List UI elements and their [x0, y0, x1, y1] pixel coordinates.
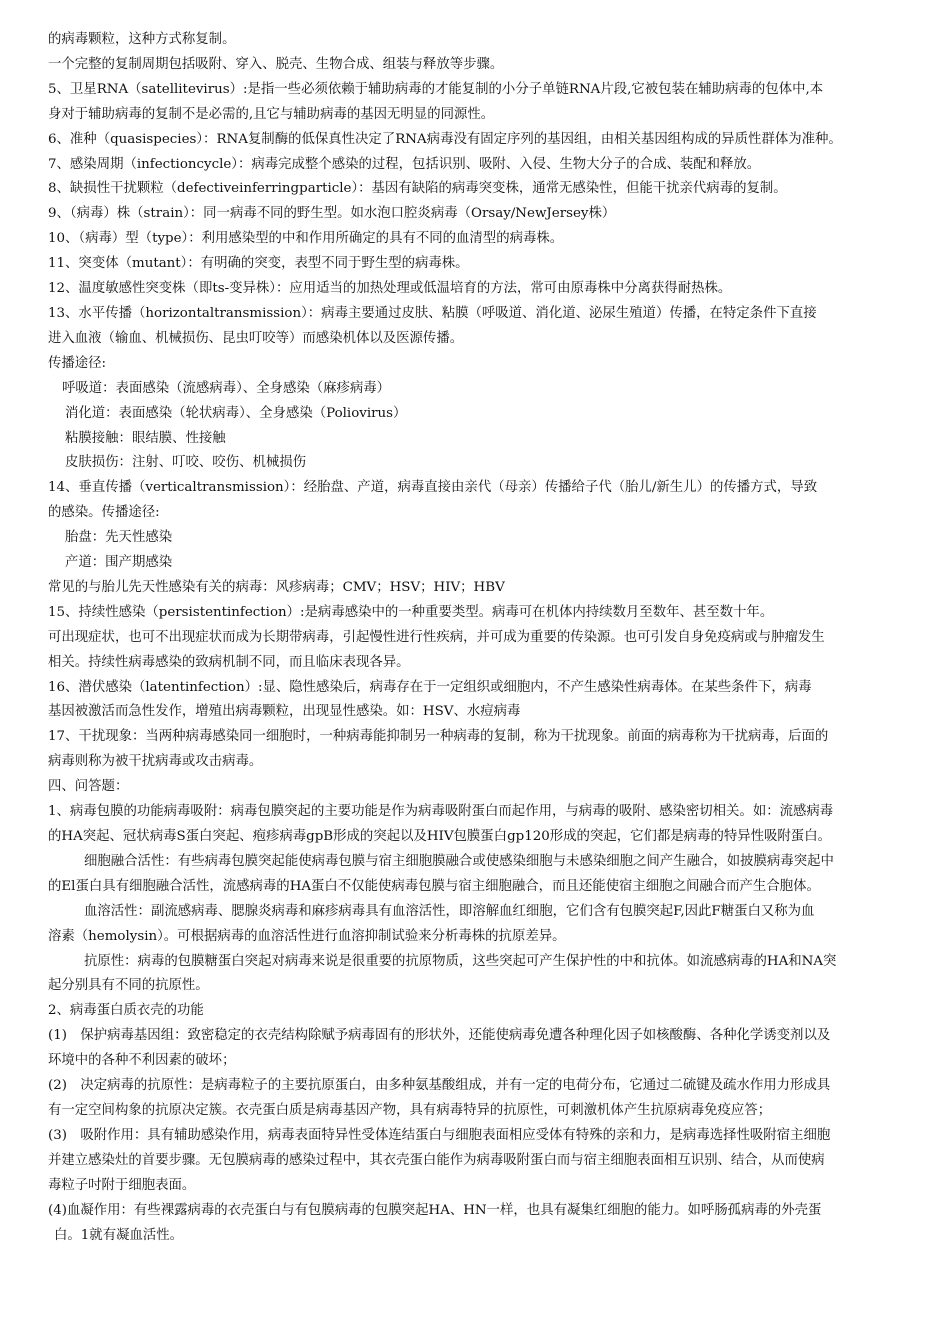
- text-line: 的El蛋白具有细胞融合活性，流感病毒的HA蛋白不仅能使病毒包膜与宿主细胞融合，而且还能使宿主细胞之间融合而产生合胞体。: [48, 878, 820, 894]
- text-line: 基因被激活而急性发作，增殖出病毒颗粒，出现显性感染。如：HSV、水痘病毒: [48, 704, 521, 720]
- text-line: 7、感染周期（infectioncycle）：病毒完成整个感染的过程，包括识别、吸附、入侵、生物大分子的合成、装配和释放。: [48, 156, 761, 172]
- text-line: 16、潜伏感染（latentinfection）:显、隐性感染后，病毒存在于一定组织或细胞内，不产生感染性病毒体。在某些条件下，病毒: [48, 679, 812, 695]
- text-line: 粘膜接触：眼结膜、性接触: [65, 430, 226, 446]
- text-line: 四、问答题：: [48, 779, 129, 795]
- text-line: 并建立感染灶的首要步骤。无包膜病毒的感染过程中，其衣壳蛋白能作为病毒吸附蛋白而与宿主细胞表面相互识别、结合，从而使病: [48, 1152, 825, 1168]
- text-line: 15、持续性感染（persistentinfection）:是病毒感染中的一种重要类型。病毒可在机体内持续数月至数年、甚至数十年。: [48, 604, 774, 620]
- text-line: 进入血液（输血、机械损伤、昆虫叮咬等）而感染机体以及医源传播。: [48, 330, 464, 346]
- text-line: 呼吸道：表面感染（流感病毒）、全身感染（麻疹病毒）: [62, 380, 391, 396]
- text-line: 毒粒子吋附于细胞表面。: [48, 1177, 196, 1193]
- text-line: 14、垂直传播（verticaltransmission）：经胎盘、产道，病毒直接由亲代（母亲）传播给子代（胎儿/新生儿）的传播方式，导致: [48, 480, 818, 496]
- text-line: 6、准种（quasispecies）：RNA复制酶的低保真性决定了RNA病毒没有固定序列的基因组，由相关基因组构成的异质性群体为准种。: [48, 131, 842, 147]
- text-line: 传播途径:: [48, 355, 107, 371]
- text-line: 胎盘：先天性感染: [65, 530, 173, 546]
- text-line: (2) 决定病毒的抗原性：是病毒粒子的主要抗原蛋白，由多种氨基酸组成，并有一定的电荷分布，它通过二硫键及疏水作用力形成具: [48, 1078, 831, 1094]
- text-line: 的感染。传播途径:: [48, 505, 160, 521]
- text-line: 身对于辅助病毒的复制不是必需的,且它与辅助病毒的基因无明显的同源性。: [48, 106, 495, 122]
- text-line: 的HA突起、冠状病毒S蛋白突起、疱疹病毒gpB形成的突起以及HIV包膜蛋白gp120形成的突起，它们都是病毒的特异性吸附蛋白。: [48, 829, 831, 844]
- text-line: 消化道：表面感染（轮状病毒）、全身感染（Poliovirus）: [65, 405, 407, 421]
- text-line: 17、干扰现象：当两种病毒感染同一细胞时，一种病毒能抑制另一种病毒的复制，称为干扰现象。前面的病毒称为干扰病毒，后面的: [48, 729, 829, 745]
- text-line: 的病毒颗粒，这种方式称复制。: [48, 32, 236, 47]
- text-line: (4)血凝作用：有些裸露病毒的衣壳蛋白与有包膜病毒的包膜突起HA、HN一样，也具有凝集红细胞的能力。如呼肠孤病毒的外壳蛋: [48, 1202, 822, 1218]
- text-line: 白。1就有凝血活性。: [54, 1227, 184, 1243]
- text-line: 12、温度敏感性突变株（即ts-变异株）：应用适当的加热处理或低温培育的方法，常可由原毒株中分离获得耐热株。: [48, 281, 732, 297]
- text-line: 皮肤损伤：注射、叮咬、咬伤、机械损伤: [65, 455, 307, 471]
- text-line: 起分别具有不同的抗原性。: [48, 978, 209, 994]
- text-line: 病毒则称为被干扰病毒或攻击病毒。: [48, 754, 263, 770]
- text-line: 2、病毒蛋白质衣壳的功能: [48, 1003, 204, 1019]
- text-line: 5、卫星RNA（satellitevirus）:是指一些必须依赖于辅助病毒的才能复制的小分子单链RNA片段,它被包装在辅助病毒的包体中,本: [48, 81, 824, 97]
- text-line: 8、缺损性干扰颗粒（defectiveinferringparticle）：基因有缺陷的病毒突变株，通常无感染性，但能干扰亲代病毒的复制。: [48, 181, 787, 197]
- text-line: 血溶活性：副流感病毒、腮腺炎病毒和麻疹病毒具有血溶活性，即溶解血红细胞，它们含有包膜突起F,因此F糖蛋白又称为血: [84, 903, 815, 919]
- text-line: 溶素（hemolysin）。可根据病毒的血溶活性进行血溶抑制试验来分析毒株的抗原差异。: [48, 928, 566, 944]
- text-line: (1) 保护病毒基因组：致密稳定的衣壳结构除赋予病毒固有的形状外，还能使病毒免遭各种理化因子如核酸酶、各种化学诱变剂以及: [48, 1028, 831, 1044]
- text-line: 一个完整的复制周期包括吸附、穿入、脱壳、生物合成、组装与释放等步骤。: [48, 56, 504, 72]
- text-line: 抗原性：病毒的包膜糖蛋白突起对病毒来说是很重要的抗原物质，这些突起可产生保护性的中和抗体。如流感病毒的HA和NA突: [84, 953, 837, 969]
- text-line: 产道：围产期感染: [65, 555, 173, 571]
- text-line: 13、水平传播（horizontaltransmission）：病毒主要通过皮肤、粘膜（呼吸道、消化道、泌尿生殖道）传播，在特定条件下直接: [48, 305, 817, 321]
- text-line: 可出现症状，也可不出现症状而成为长期带病毒，引起慢性进行性疾病，并可成为重要的传染源。也可引发自身免疫病或与肿瘤发生: [48, 629, 825, 645]
- text-line: [48, 1248, 920, 1273]
- text-line: 11、突变体（mutant）：有明确的突变，表型不同于野生型的病毒株。: [48, 256, 469, 272]
- text-line: 相关。持续性病毒感染的致病机制不同，而且临床表现各异。: [48, 654, 410, 670]
- text-line: 1、病毒包膜的功能病毒吸附：病毒包膜突起的主要功能是作为病毒吸附蛋白而起作用，与病毒的吸附、感染密切相关。如：流感病毒: [48, 804, 834, 820]
- text-line: 环境中的各种不利因素的破坏；: [48, 1053, 236, 1069]
- text-line: 10、（病毒）型（type）：利用感染型的中和作用所确定的具有不同的血清型的病毒株。: [48, 231, 564, 247]
- text-line: 9、（病毒）株（strain）：同一病毒不同的野生型。如水泡口腔炎病毒（Orsay/NewJersey株）: [48, 206, 616, 222]
- text-line: 常见的与胎儿先天性感染有关的病毒：风疹病毒；CMV；HSV；HIV；HBV: [48, 579, 505, 595]
- text-line: 有一定空间构象的抗原决定簇。衣壳蛋白质是病毒基因产物，具有病毒特异的抗原性，可刺激机体产生抗原病毒免疫应答；: [48, 1102, 772, 1118]
- text-line: 细胞融合活性：有些病毒包膜突起能使病毒包膜与宿主细胞膜融合或使感染细胞与未感染细胞之间产生融合，如披膜病毒突起中: [84, 853, 834, 869]
- text-line: (3) 吸附作用：具有辅助感染作用，病毒表面特异性受体连结蛋白与细胞表面相应受体有特殊的亲和力，是病毒选择性吸附宿主细胞: [48, 1127, 831, 1143]
